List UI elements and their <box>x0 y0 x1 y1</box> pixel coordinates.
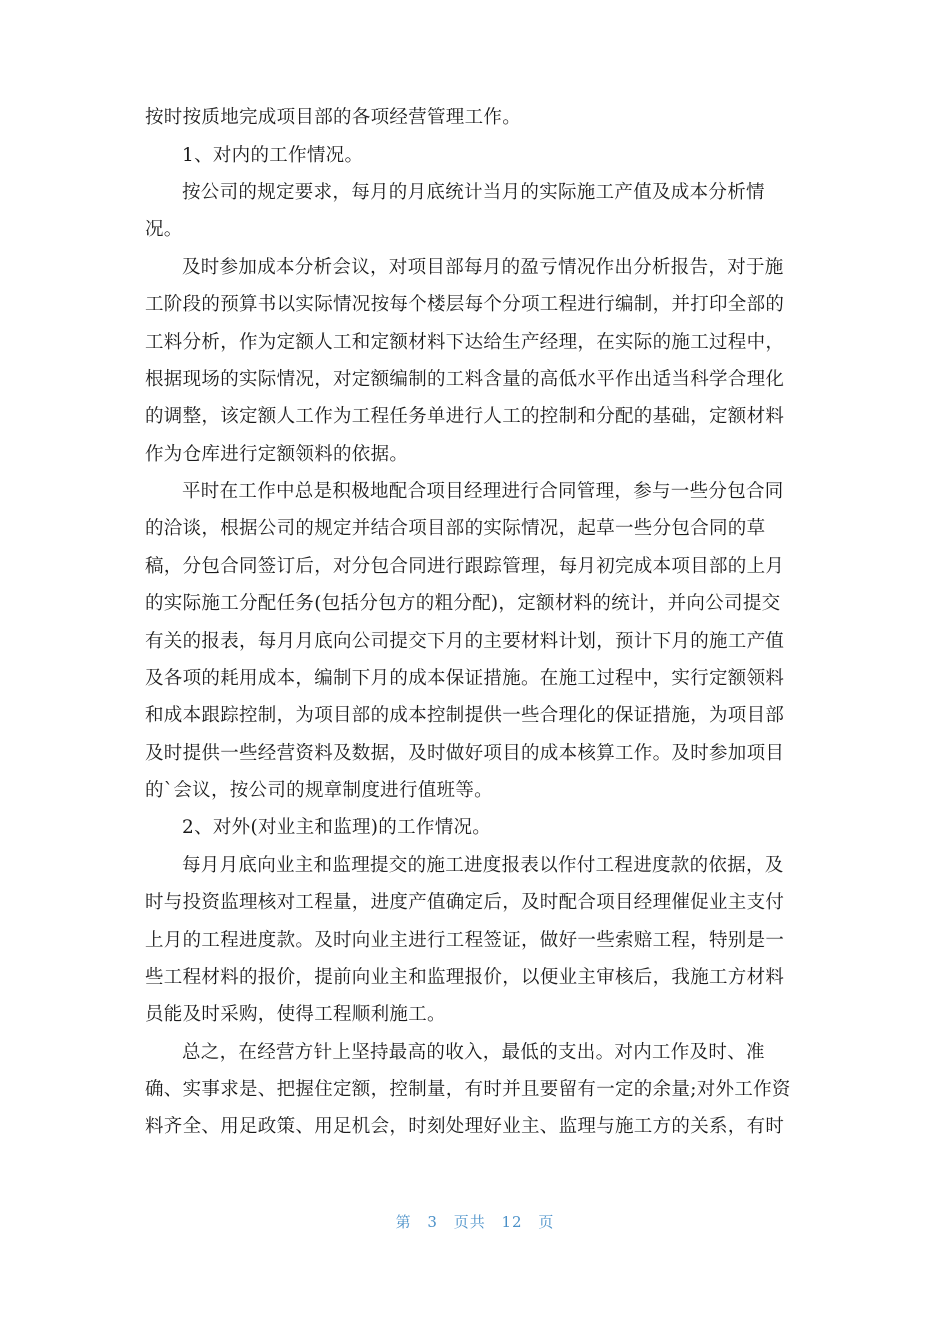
section-heading <box>0 138 950 174</box>
text-line <box>0 212 950 248</box>
text-line <box>0 586 950 622</box>
line-text: 每月月底向业主和监理提交的施工进度报表以作付工程进度款的依据，及 <box>182 855 784 876</box>
text-line <box>0 287 950 323</box>
line-text: 确、实事求是、把握住定额，控制量，有时并且要留有一定的余量;对外工作资 <box>145 1079 791 1100</box>
text-line <box>0 848 950 884</box>
text-line <box>0 698 950 734</box>
line-text: 稿，分包合同签订后，对分包合同进行跟踪管理，每月初完成本项目部的上月 <box>145 556 785 577</box>
text-line <box>0 175 950 211</box>
line-text: 2、对外(对业主和监理)的工作情况。 <box>182 817 492 838</box>
line-text: 的洽谈，根据公司的规定并结合项目部的实际情况，起草一些分包合同的草 <box>145 518 766 539</box>
text-line <box>0 362 950 398</box>
line-text: 些工程材料的报价，提前向业主和监理报价，以便业主审核后，我施工方材料 <box>145 967 785 988</box>
text-line <box>0 624 950 660</box>
line-text: 及时参加成本分析会议，对项目部每月的盈亏情况作出分析报告，对于施 <box>182 257 784 278</box>
line-text: 工料分析，作为定额人工和定额材料下达给生产经理，在实际的施工过程中， <box>145 332 785 353</box>
text-line <box>0 773 950 809</box>
text-line <box>0 549 950 585</box>
text-line <box>0 511 950 547</box>
line-text: 的实际施工分配任务(包括分包方的粗分配)，定额材料的统计，并向公司提交 <box>145 593 781 614</box>
line-text: 及时提供一些经营资料及数据，及时做好项目的成本核算工作。及时参加项目 <box>145 743 785 764</box>
text-line <box>0 437 950 473</box>
line-text: 上月的工程进度款。及时向业主进行工程签证，做好一些索赔工程，特别是一 <box>145 930 785 951</box>
section-heading <box>0 810 950 846</box>
text-line <box>0 997 950 1033</box>
text-line <box>0 474 950 510</box>
text-line <box>0 100 950 136</box>
line-text: 总之，在经营方针上坚持最高的收入，最低的支出。对内工作及时、准 <box>182 1042 765 1063</box>
line-text: 员能及时采购，使得工程顺利施工。 <box>145 1004 446 1025</box>
line-text: 及各项的耗用成本，编制下月的成本保证措施。在施工过程中，实行定额领料 <box>145 668 785 689</box>
text-line <box>0 250 950 286</box>
line-text: 料齐全、用足政策、用足机会，时刻处理好业主、监理与施工方的关系，有时 <box>145 1116 785 1137</box>
line-text: 的`会议，按公司的规章制度进行值班等。 <box>145 780 493 801</box>
line-text: 作为仓库进行定额领料的依据。 <box>145 444 409 465</box>
text-line <box>0 399 950 435</box>
line-text: 根据现场的实际情况，对定额编制的工料含量的高低水平作出适当科学合理化 <box>145 369 785 390</box>
line-text: 按公司的规定要求，每月的月底统计当月的实际施工产值及成本分析情 <box>182 182 765 203</box>
text-line <box>0 325 950 361</box>
line-text: 况。 <box>145 219 183 240</box>
line-text: 时与投资监理核对工程量，进度产值确定后，及时配合项目经理催促业主支付 <box>145 892 785 913</box>
text-line <box>0 1035 950 1071</box>
page-number-footer: 第 3 页共 12 页 <box>395 1213 555 1231</box>
line-text: 1、对内的工作情况。 <box>182 145 364 166</box>
line-text: 按时按质地完成项目部的各项经营管理工作。 <box>145 107 522 128</box>
text-line <box>0 736 950 772</box>
line-text: 有关的报表，每月月底向公司提交下月的主要材料计划，预计下月的施工产值 <box>145 631 785 652</box>
text-line <box>0 960 950 996</box>
line-text: 平时在工作中总是积极地配合项目经理进行合同管理，参与一些分包合同 <box>182 481 784 502</box>
text-line <box>0 1109 950 1145</box>
line-text: 工阶段的预算书以实际情况按每个楼层每个分项工程进行编制，并打印全部的 <box>145 294 785 315</box>
text-line <box>0 661 950 697</box>
line-text: 的调整，该定额人工作为工程任务单进行人工的控制和分配的基础，定额材料 <box>145 406 785 427</box>
text-line <box>0 1072 950 1108</box>
text-line <box>0 885 950 921</box>
text-line <box>0 923 950 959</box>
line-text: 和成本跟踪控制，为项目部的成本控制提供一些合理化的保证措施，为项目部 <box>145 705 785 726</box>
